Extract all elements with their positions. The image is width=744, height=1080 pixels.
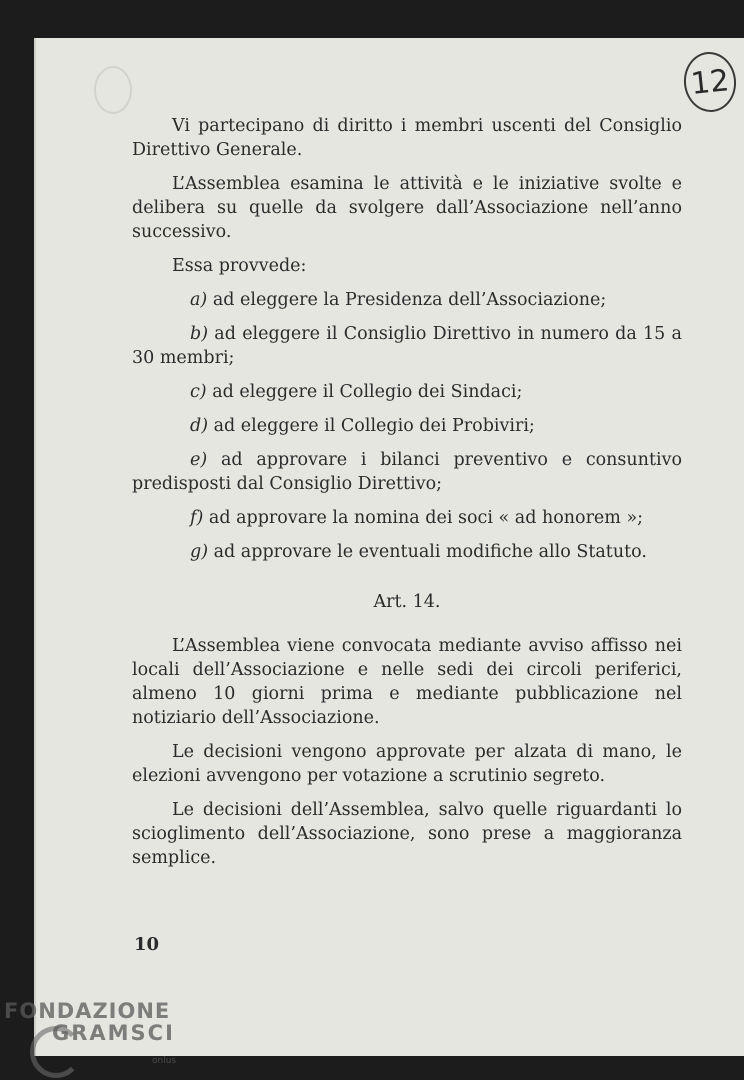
list-item xyxy=(132,506,682,530)
list-item xyxy=(132,288,682,312)
list-item xyxy=(132,540,682,564)
paragraph: L’Assemblea esamina le attività e le iniziative svolte e delibera su quelle da svolgere dall’Associazione nell’anno successivo. xyxy=(132,174,682,242)
bleed-through-mark xyxy=(94,66,132,114)
paragraph: Le decisioni vengono approvate per alzata di mano, le elezioni avvengono per votazione a scrutinio segreto. xyxy=(132,742,682,786)
list-item-text: ad approvare i bilanci preventivo e consuntivo predisposti dal Consiglio Direttivo; xyxy=(132,450,682,494)
list-item-text: ad approvare la nomina dei soci « ad honorem »; xyxy=(208,508,644,528)
article-heading: Art. 14. xyxy=(373,592,441,612)
list-item-letter: c) xyxy=(190,382,207,402)
list-item-text: ad eleggere il Collegio dei Sindaci; xyxy=(212,382,523,402)
watermark-line1: FONDAZIONE xyxy=(4,999,171,1023)
list-item-letter: d) xyxy=(190,416,209,436)
paragraph: Vi partecipano di diritto i membri uscenti del Consiglio Direttivo Generale. xyxy=(132,116,682,160)
list-item-text: ad approvare le eventuali modifiche allo Statuto. xyxy=(213,542,647,562)
list-item-text: ad eleggere il Consiglio Direttivo in numero da 15 a 30 membri; xyxy=(132,324,682,368)
list-item-text: ad eleggere il Collegio dei Probiviri; xyxy=(213,416,535,436)
watermark-line2: GRAMSCI xyxy=(52,1021,175,1045)
page-number: 10 xyxy=(134,934,160,955)
list-item-letter: g) xyxy=(190,542,209,562)
list-item xyxy=(132,322,682,370)
list-item xyxy=(132,448,682,496)
paragraph: Le decisioni dell’Assemblea, salvo quelle riguardanti lo scioglimento dell’Associazione, sono prese a maggioranza semplice. xyxy=(132,800,682,868)
list-item xyxy=(132,414,682,438)
paragraph: L’Assemblea viene convocata mediante avviso affisso nei locali dell’Associazione e nelle sedi dei circoli periferici, almeno 10 giorni prima e mediante pubblicazione nel notiziario dell’Associazione. xyxy=(132,636,682,728)
document-page xyxy=(34,38,744,1056)
list-item xyxy=(132,380,682,404)
list-item-letter: e) xyxy=(190,450,208,470)
watermark-logo xyxy=(4,999,177,1066)
watermark-line3: onlus xyxy=(152,1056,177,1066)
paragraph: Essa provvede: xyxy=(172,256,307,276)
body-text xyxy=(132,114,682,880)
list-item-letter: f) xyxy=(190,508,204,528)
handwritten-page-number: 12 xyxy=(681,49,739,114)
list-item-text: ad eleggere la Presidenza dell’Associazione; xyxy=(212,290,607,310)
list-item-letter: a) xyxy=(190,290,208,310)
list-item-letter: b) xyxy=(190,324,209,344)
